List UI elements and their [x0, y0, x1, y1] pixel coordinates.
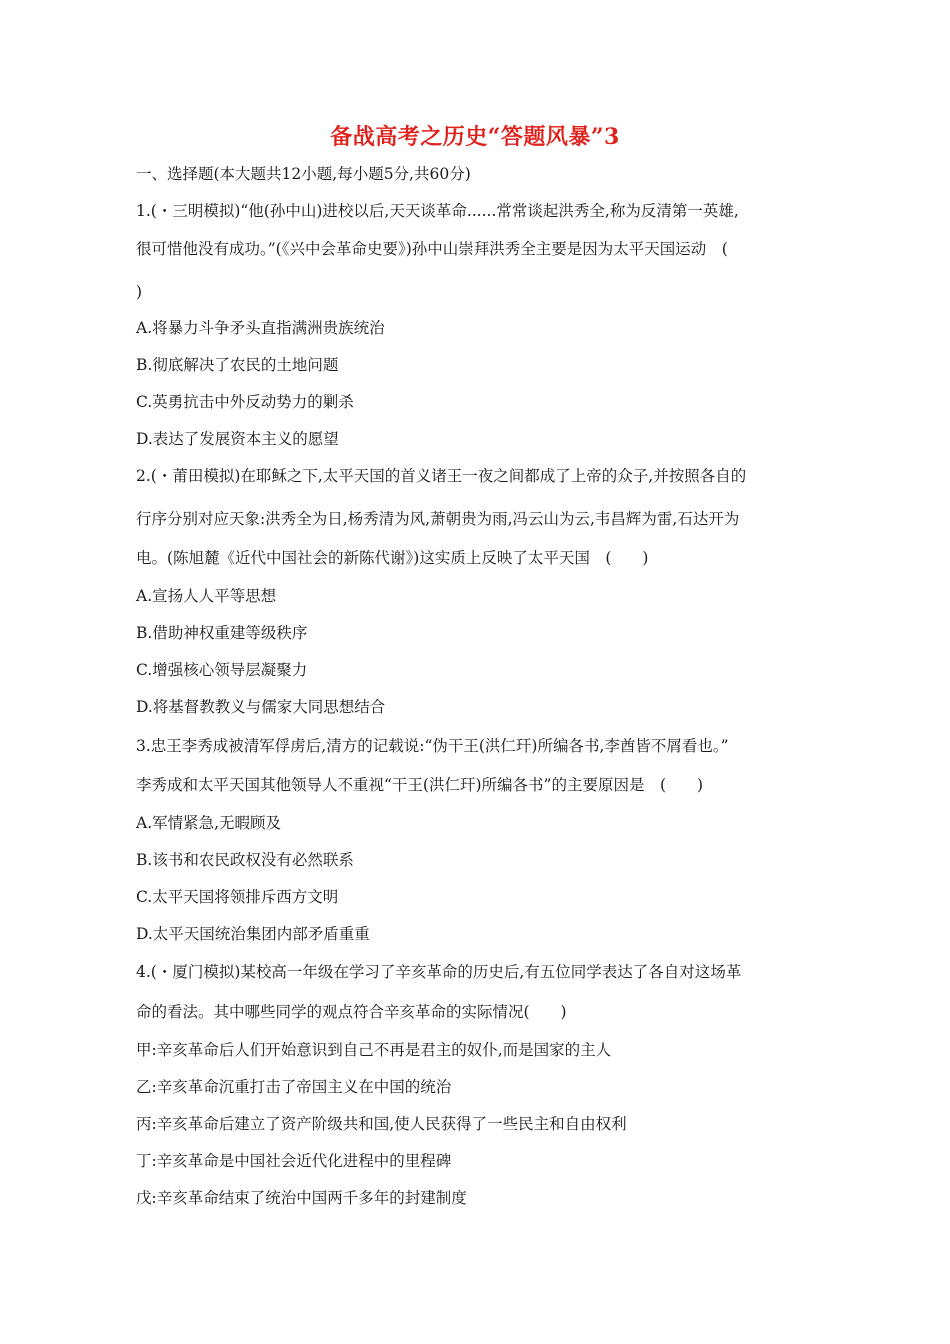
question-4-statement-bing: 丙:辛亥革命后建立了资产阶级共和国,使人民获得了一些民主和自由权利 — [136, 1115, 627, 1133]
question-1-option-c: C.英勇抗击中外反动势力的剿杀 — [136, 393, 354, 411]
section-heading: 一、选择题(本大题共12小题,每小题5分,共60分) — [136, 165, 471, 183]
document-title: 备战高考之历史“答题风暴”3 — [330, 124, 620, 150]
question-2-option-c: C.增强核心领导层凝聚力 — [136, 661, 308, 679]
question-2-line-2: 行序分别对应天象:洪秀全为日,杨秀清为风,萧朝贵为雨,冯云山为云,韦昌辉为雷,石达开为 — [136, 510, 740, 528]
question-2-line-3: 电。(陈旭麓《近代中国社会的新陈代谢》)这实质上反映了太平天国 ( ) — [136, 549, 649, 567]
question-1-line-3: ) — [136, 283, 143, 301]
question-3-line-1: 3.忠王李秀成被清军俘虏后,清方的记载说:“伪干王(洪仁玕)所编各书,李酋皆不屑看也。” — [136, 737, 729, 755]
question-3-option-a: A.军情紧急,无暇顾及 — [136, 814, 282, 832]
question-4-statement-yi: 乙:辛亥革命沉重打击了帝国主义在中国的统治 — [136, 1078, 452, 1096]
question-2-option-a: A.宣扬人人平等思想 — [136, 587, 277, 605]
question-4-statement-jia: 甲:辛亥革命后人们开始意识到自己不再是君主的奴仆,而是国家的主人 — [136, 1041, 612, 1059]
question-2-option-d: D.将基督教教义与儒家大同思想结合 — [136, 698, 386, 716]
question-3-line-2: 李秀成和太平天国其他领导人不重视“干王(洪仁玕)所编各书”的主要原因是 ( ) — [136, 776, 704, 794]
question-4-line-1: 4.(・厦门模拟)某校高一年级在学习了辛亥革命的历史后,有五位同学表达了各自对这场革 — [136, 963, 742, 981]
question-3-option-d: D.太平天国统治集团内部矛盾重重 — [136, 925, 370, 943]
question-1-line-1: 1.(・三明模拟)“他(孙中山)进校以后,天天谈革命......常常谈起洪秀全,称为反清第一英雄, — [136, 202, 739, 220]
question-2-option-b: B.借助神权重建等级秩序 — [136, 624, 308, 642]
question-4-statement-ding: 丁:辛亥革命是中国社会近代化进程中的里程碑 — [136, 1152, 452, 1170]
question-2-line-1: 2.(・莆田模拟)在耶稣之下,太平天国的首义诸王一夜之间都成了上帝的众子,并按照各自的 — [136, 467, 747, 485]
question-1-option-d: D.表达了发展资本主义的愿望 — [136, 430, 339, 448]
question-3-option-b: B.该书和农民政权没有必然联系 — [136, 851, 354, 869]
question-1-option-a: A.将暴力斗争矛头直指满洲贵族统治 — [136, 319, 385, 337]
question-4-statement-wu: 戊:辛亥革命结束了统治中国两千多年的封建制度 — [136, 1189, 467, 1207]
question-1-option-b: B.彻底解决了农民的土地问题 — [136, 356, 339, 374]
question-1-line-2: 很可惜他没有成功。”(《兴中会革命史要》)孙中山崇拜洪秀全主要是因为太平天国运动 ( — [136, 240, 728, 258]
question-3-option-c: C.太平天国将领排斥西方文明 — [136, 888, 339, 906]
question-4-line-2: 命的看法。其中哪些同学的观点符合辛亥革命的实际情况( ) — [136, 1003, 567, 1021]
